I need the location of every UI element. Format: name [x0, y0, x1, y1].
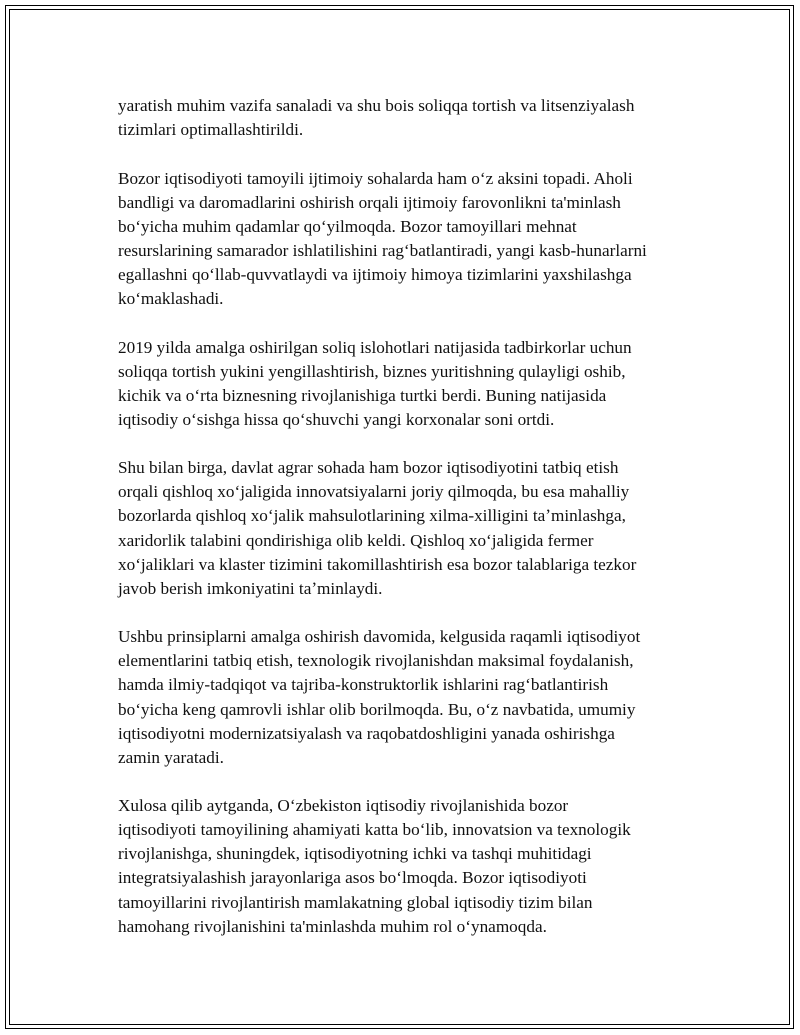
page-border — [5, 5, 794, 1029]
paragraph-social-sphere: Bozor iqtisodiyoti tamoyili ijtimoiy sohalarda ham oʻz aksini topadi. Aholi bandligi va daromadlarini oshirish orqali ijtimoiy farovonlikni ta'minlash boʻyicha muhim qadamlar qoʻyilmoqda. Bozor tamoyillari mehnat resurslarining samarador ishlatilishini ragʻbatlantiradi, yangi kasb-hunarlarni egallashni qoʻllab-quvvatlaydi va ijtimoiy himoya tizimlarini yaxshilashga koʻmaklashadi. — [118, 168, 647, 309]
paragraph-tax-reforms-2019: 2019 yilda amalga oshirilgan soliq islohotlari natijasida tadbirkorlar uchun soliqqa tortish yukini yengillashtirish, biznes yuritishning qulayligi oshib, kichik va oʻrta biznesning rivojlanishiga turtki berdi. Buning natijasida iqtisodiy oʻsishga hissa qoʻshuvchi yangi korxonalar soni ortdi. — [118, 337, 632, 429]
paragraph-conclusion: Xulosa qilib aytganda, Oʻzbekiston iqtisodiy rivojlanishida bozor iqtisodiyoti tamoyilining ahamiyati katta boʻlib, innovatsion va texnologik rivojlanishga, shuningdek, iqtisodiyotning ichki va tashqi muhitidagi integratsiyalashish jarayonlariga asos boʻlmoqda. Bozor iqtisodiyoti tamoyillarini rivojlantirish mamlakatning global iqtisodiy tizim bilan hamohang rivojlanishini ta'minlashda muhim rol oʻynamoqda. — [118, 796, 631, 936]
paragraph-tax-licensing-conclusion: yaratish muhim vazifa sanaladi va shu bois soliqqa tortish va litsenziyalash tizimlari optimallashtirildi. — [118, 96, 635, 140]
paragraph-agriculture: Shu bilan birga, davlat agrar sohada ham bozor iqtisodiyotini tatbiq etish orqali qishloq xoʻjaligida innovatsiyalarni joriy qilmoqda, bu esa mahalliy bozorlarda qishloq xoʻjalik mahsulotlarining xilma-xilligini taʼminlashga, xaridorlik talabini qondirishiga olib keldi. Qishloq xoʻjaligida fermer xoʻjaliklari va klaster tizimini takomillashtirish esa bozor talablariga tezkor javob berish imkoniyatini taʼminlaydi. — [118, 458, 637, 598]
paragraph-digital-economy: Ushbu prinsiplarni amalga oshirish davomida, kelgusida raqamli iqtisodiyot elementlarini tatbiq etish, texnologik rivojlanishdan maksimal foydalanish, hamda ilmiy-tadqiqot va tajriba-konstruktorlik ishlarini ragʻbatlantirish boʻyicha keng qamrovli ishlar olib borilmoqda. Bu, oʻz navbatida, umumiy iqtisodiyotni modernizatsiyalash va raqobatdoshligini yanada oshirishga zamin yaratadi. — [118, 627, 641, 767]
document-body — [118, 94, 708, 963]
